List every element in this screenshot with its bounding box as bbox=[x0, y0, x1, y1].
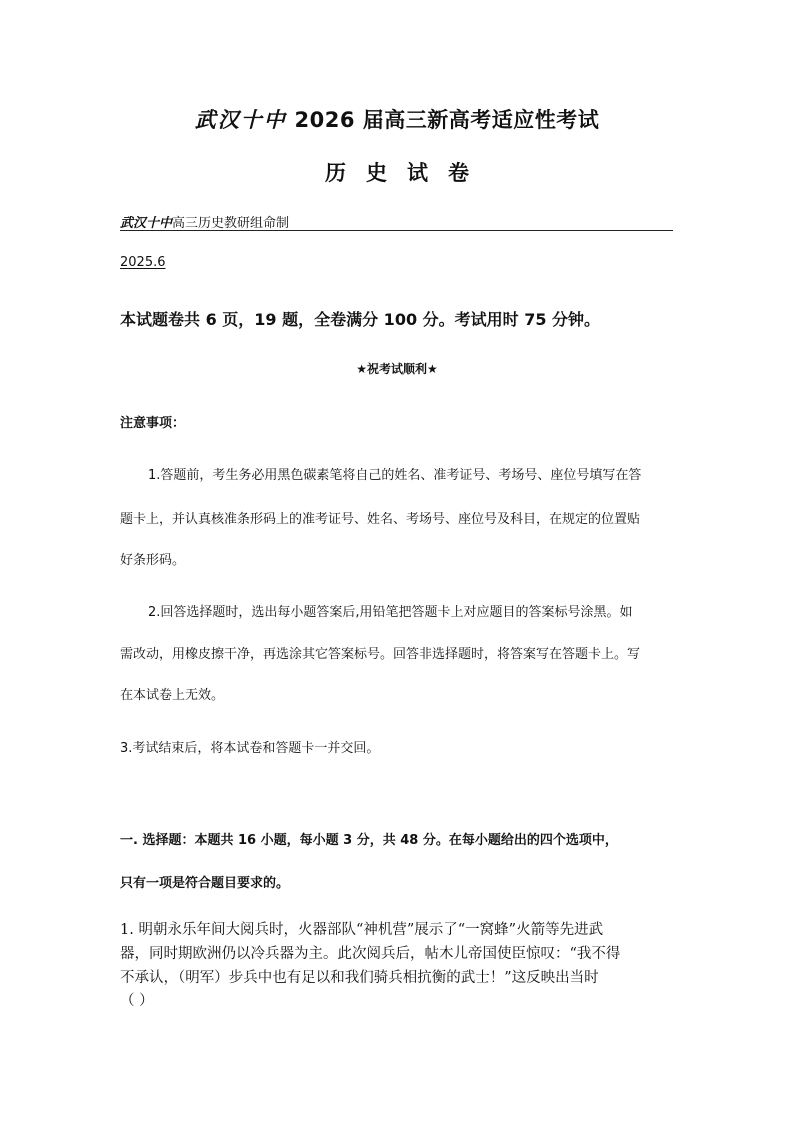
notice-line: 题卡上，并认真核准条形码上的准考证号、姓名、考场号、座位号及科目，在规定的位置贴 bbox=[120, 512, 641, 527]
exam-date: 2025.6 bbox=[120, 255, 166, 270]
subject-title: 历史试卷 bbox=[325, 161, 489, 185]
notice-line: 需改动，用橡皮擦干净，再选涂其它答案标号。回答非选择题时，将答案写在答题卡上。写 bbox=[120, 647, 641, 662]
notice-line: 好条形码。 bbox=[120, 553, 186, 568]
exam-summary: 本试题卷共 6 页，19 题，全卷满分 100 分。考试用时 75 分钟。 bbox=[120, 310, 601, 329]
author-line bbox=[120, 212, 289, 231]
question-line: 1. 明朝永乐年间大阅兵时，火器部队“神机营”展示了“一窝蜂”火箭等先进武 bbox=[120, 922, 604, 938]
author-group: 高三历史教研组命制 bbox=[172, 216, 290, 231]
header-rule bbox=[120, 230, 673, 231]
notice-line: 3.考试结束后，将本试卷和答题卡一并交回。 bbox=[120, 741, 380, 756]
exam-title bbox=[0, 104, 794, 134]
answer-blank: （ ） bbox=[120, 993, 154, 1009]
notice-line: 2.回答选择题时，选出每小题答案后,用铅笔把答题卡上对应题目的答案标号涂黑。如 bbox=[148, 605, 633, 620]
notice-line: 1.答题前，考生务必用黑色碳素笔将自己的姓名、准考证号、考场号、座位号填写在答 bbox=[148, 468, 642, 483]
good-luck-wish: ★祝考试顺利★ bbox=[356, 362, 438, 376]
exam-title-text: 2026 届高三新高考适应性考试 bbox=[294, 108, 600, 132]
section-heading: 只有一项是符合题目要求的。 bbox=[120, 876, 290, 891]
question-line: 不承认，（明军）步兵中也有足以和我们骑兵相抗衡的武士！”这反映出当时 bbox=[120, 970, 599, 986]
notice-line: 在本试卷上无效。 bbox=[120, 688, 225, 703]
notice-heading: 注意事项： bbox=[120, 416, 186, 431]
exam-title-school: 武汉十中 bbox=[194, 107, 287, 132]
author-school: 武汉十中 bbox=[120, 216, 173, 231]
section-heading: 一. 选择题：本题共 16 小题，每小题 3 分，共 48 分。在每小题给出的四个选项中， bbox=[120, 833, 618, 848]
question-line: 器，同时期欧洲仍以冷兵器为主。此次阅兵后，帖木儿帝国使臣惊叹：“我不得 bbox=[120, 946, 621, 962]
